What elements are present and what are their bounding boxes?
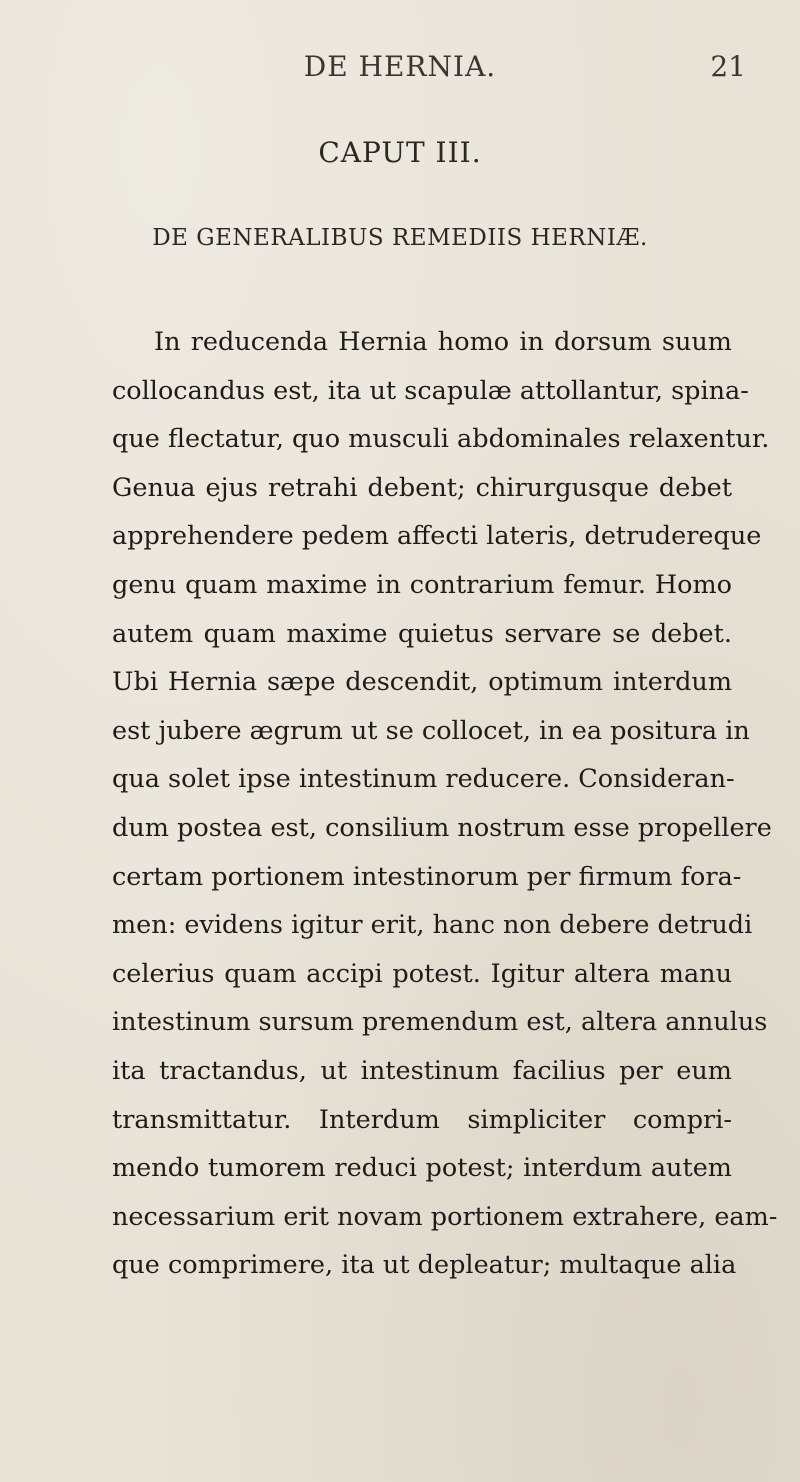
chapter-title: CAPUT III.: [318, 136, 482, 169]
text-line: que comprimere, ita ut depleatur; multaque alia: [112, 1250, 737, 1281]
text-line: mendo tumorem reduci potest; interdum autem: [112, 1153, 732, 1184]
text-line: dum postea est, consilium nostrum esse propellere: [112, 812, 772, 843]
text-line: genu quam maxime in contrarium femur. Homo: [112, 569, 732, 600]
text-line: In reducenda Hernia homo in dorsum suum: [154, 327, 732, 357]
text-line: celerius quam accipi potest. Igitur altera manu: [112, 958, 732, 989]
text-line: est jubere ægrum ut se collocet, in ea positura in: [112, 715, 750, 746]
text-line: ita tractandus, ut intestinum facilius per eum: [112, 1055, 732, 1086]
text-line: certam portionem intestinorum per firmum fora-: [112, 861, 742, 892]
text-line: necessarium erit novam portionem extrahere, eam-: [112, 1201, 778, 1232]
text-line: collocandus est, ita ut scapulæ attollantur, spina-: [112, 375, 749, 406]
text-line: apprehendere pedem affecti lateris, detrudereque: [112, 521, 762, 552]
text-line: Genua ejus retrahi debent; chirurgusque debet: [112, 472, 732, 503]
running-head: [0, 50, 800, 90]
text-line: men: evidens igitur erit, hanc non debere detrudi: [112, 910, 753, 941]
text-line: autem quam maxime quietus servare se debet.: [112, 618, 732, 649]
text-line: transmittatur. Interdum simpliciter compri-: [112, 1104, 732, 1135]
body-paragraph: [112, 318, 778, 1290]
text-line: Ubi Hernia sæpe descendit, optimum interdum: [112, 667, 732, 698]
section-title: DE GENERALIBUS REMEDIIS HERNIÆ.: [152, 225, 648, 251]
text-line: qua solet ipse intestinum reducere. Consideran-: [112, 764, 735, 795]
text-line: que flectatur, quo musculi abdominales relaxentur.: [112, 424, 770, 455]
text-line: intestinum sursum premendum est, altera annulus: [112, 1007, 768, 1038]
page-number: 21: [710, 50, 746, 83]
running-title: DE HERNIA.: [303, 50, 497, 83]
